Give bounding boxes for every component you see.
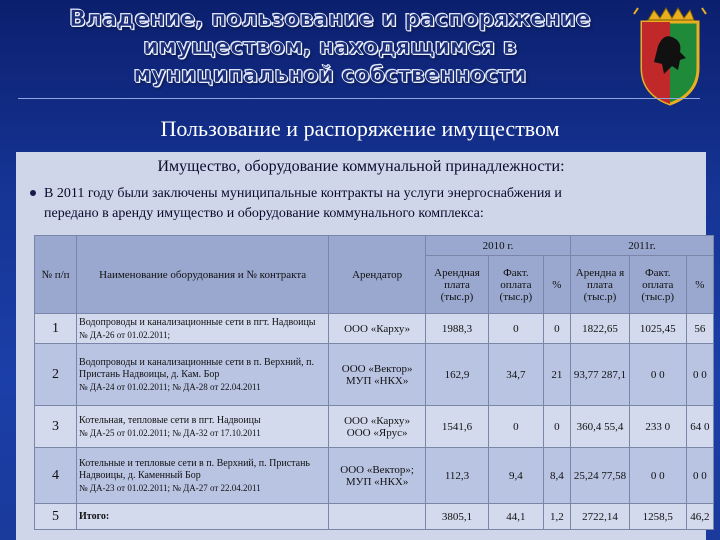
row-rent-2010: 1988,3 [425,314,488,344]
row-name [77,344,329,406]
row-rent-2010: 1541,6 [425,406,488,448]
row-paid-2011: 1258,5 [629,504,686,530]
property-table [34,235,714,530]
row-pct-2010: 8,4 [543,448,570,504]
row-pct-2010: 1,2 [543,504,570,530]
row-name-text: Котельные и тепловые сети в п. Верхний, п. Пристань Надвоицы, д. Каменный Бор [79,457,310,481]
row-tenant: ООО «Карху» [329,314,426,344]
content-panel [16,152,710,540]
row-pct-2011: 56 [686,314,713,344]
subtitle: Пользование и распоряжение имуществом [160,116,560,141]
table-row [35,406,714,448]
row-rent-2011: 1822,65 [571,314,630,344]
row-num: 2 [35,344,77,406]
row-paid-2010: 34,7 [489,344,544,406]
row-num: 5 [35,504,77,530]
coat-of-arms-icon [628,6,712,106]
row-rent-2011: 93,77 287,1 [571,344,630,406]
row-name-text: Водопроводы и канализационные сети в пгт. Надвоицы [79,316,316,328]
row-refs: № ДА-23 от 01.02.2011; № ДА-27 от 22.04.2011 [79,482,261,493]
col-num-header: № п/п [35,236,77,314]
row-rent-2011: 2722,14 [571,504,630,530]
row-pct-2011: 46,2 [686,504,713,530]
row-rent-2011: 360,4 55,4 [571,406,630,448]
rent-2011-header: Арендна я плата (тыс.р) [571,256,630,314]
row-num: 3 [35,406,77,448]
row-tenant: ООО «Карху» ООО «Ярус» [329,406,426,448]
col-tenant-header: Арендатор [329,236,426,314]
row-tenant: ООО «Вектор» МУП «НКХ» [329,344,426,406]
table-row [35,314,714,344]
paid-2011-header: Факт. оплата (тыс.р) [629,256,686,314]
row-rent-2010: 112,3 [425,448,488,504]
row-refs: № ДА-24 от 01.02.2011; № ДА-28 от 22.04.2011 [79,381,261,392]
row-refs: № ДА-26 от 01.02.2011; [79,329,170,340]
row-tenant: ООО «Вектор»; МУП «НКХ» [329,448,426,504]
row-paid-2011: 0 0 [629,448,686,504]
rent-2010-header: Арендная плата (тыс.р) [425,256,488,314]
paid-2010-header: Факт. оплата (тыс.р) [489,256,544,314]
row-paid-2011: 1025,45 [629,314,686,344]
col-name-header: Наименование оборудования и № контракта [77,236,329,314]
row-pct-2011: 64 0 [686,406,713,448]
pct-2011-header: % [686,256,713,314]
table-row-total [35,504,714,530]
section-paragraph [44,184,684,224]
row-name [77,406,329,448]
table-row [35,344,714,406]
row-name-text: Водопроводы и канализационные сети в п. Верхний, п. Пристань Надвоицы, д. Кам. Бор [79,356,315,380]
paragraph-line-1: В 2011 году были заключены муниципальные контракты на услуги энергоснабжения и [44,186,562,201]
row-paid-2010: 0 [489,314,544,344]
row-num: 1 [35,314,77,344]
paragraph-line-2: передано в аренду имущество и оборудование коммунального комплекса: [44,206,484,221]
row-pct-2011: 0 0 [686,448,713,504]
row-paid-2011: 0 0 [629,344,686,406]
row-num: 4 [35,448,77,504]
row-pct-2010: 0 [543,314,570,344]
title-divider [18,98,700,99]
row-name [77,448,329,504]
row-pct-2010: 0 [543,406,570,448]
row-rent-2010: 162,9 [425,344,488,406]
row-name-text: Котельная, тепловые сети в пгт. Надвоицы [79,414,261,426]
row-paid-2011: 233 0 [629,406,686,448]
title-line-1: Владение, пользование и распоряжение [69,7,591,32]
row-refs: № ДА-25 от 01.02.2011; № ДА-32 от 17.10.2011 [79,427,261,438]
year-2011-header: 2011г. [571,236,714,256]
row-pct-2011: 0 0 [686,344,713,406]
year-2010-header: 2010 г. [425,236,570,256]
row-paid-2010: 0 [489,406,544,448]
row-name: Итого: [77,504,329,530]
title-line-2: имуществом, находящимся в [143,35,517,60]
row-tenant [329,504,426,530]
row-paid-2010: 44,1 [489,504,544,530]
bullet-icon [30,190,36,196]
row-rent-2011: 25,24 77,58 [571,448,630,504]
row-rent-2010: 3805,1 [425,504,488,530]
page-title [0,6,660,90]
pct-2010-header: % [543,256,570,314]
table-row [35,448,714,504]
row-pct-2010: 21 [543,344,570,406]
section-heading: Имущество, оборудование коммунальной принадлежности: [157,158,565,175]
row-paid-2010: 9,4 [489,448,544,504]
row-name [77,314,329,344]
title-line-3: муниципальной собственности [133,63,527,88]
